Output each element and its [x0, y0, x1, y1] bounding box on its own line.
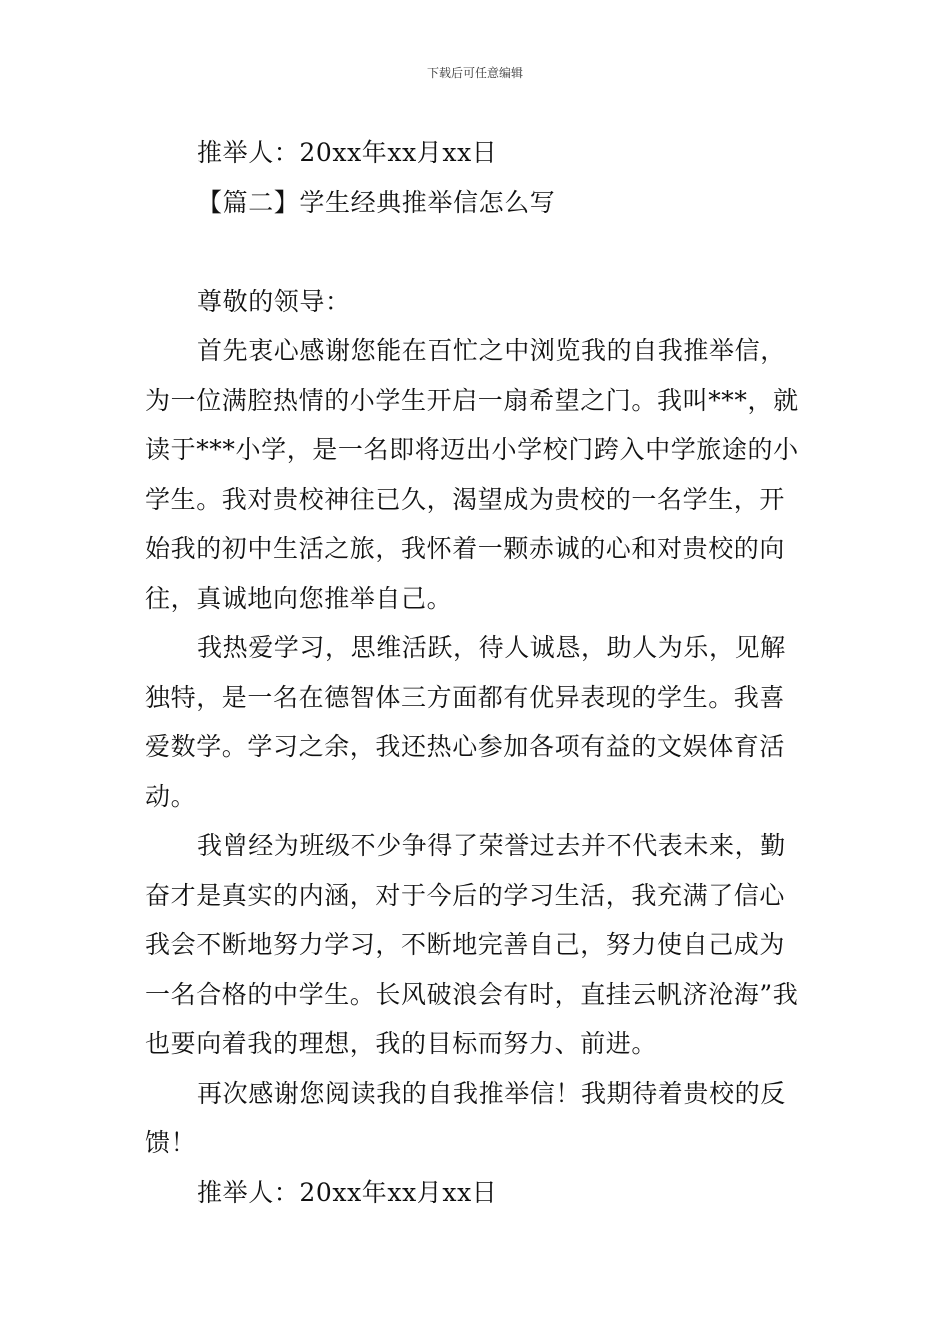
- paragraph-qualities: 我热爱学习，思维活跃，待人诚恳，助人为乐，见解独特，是一名在德智体三方面都有优异表现的学生。我喜爱数学。学习之余，我还热心参加各项有益的文娱体育活动。: [145, 633, 786, 811]
- signature-line-bottom: 推举人：20xx年xx月xx日: [197, 1177, 498, 1207]
- section-title: 【篇二】学生经典推举信怎么写: [197, 187, 556, 217]
- paragraph-thanks: 再次感谢您阅读我的自我推举信！我期待着贵校的反馈！: [145, 1078, 786, 1157]
- blank-line: [145, 227, 810, 277]
- document-body: [145, 128, 810, 1217]
- paragraph-intro: 首先衷心感谢您能在百忙之中浏览我的自我推举信，为一位满腔热情的小学生开启一扇希望之门。我叫***，就读于***小学，是一名即将迈出小学校门跨入中学旅途的小学生。我对贵校神往已久，渴望成为贵校的一名学生，开始我的初中生活之旅，我怀着一颗赤诚的心和对贵校的向往，真诚地向您推举自己。: [145, 336, 799, 613]
- paragraph-commitment: 我曾经为班级不少争得了荣誉过去并不代表未来，勤奋才是真实的内涵，对于今后的学习生活，我充满了信心我会不断地努力学习，不断地完善自己，努力使自己成为一名合格的中学生。长风破浪会有时，直挂云帆济沧海”我也要向着我的理想，我的目标而努力、前进。: [145, 831, 799, 1058]
- salutation: 尊敬的领导：: [197, 286, 351, 316]
- page-header-note: 下载后可任意编辑: [426, 66, 523, 80]
- signature-line-top: 推举人：20xx年xx月xx日: [197, 138, 498, 167]
